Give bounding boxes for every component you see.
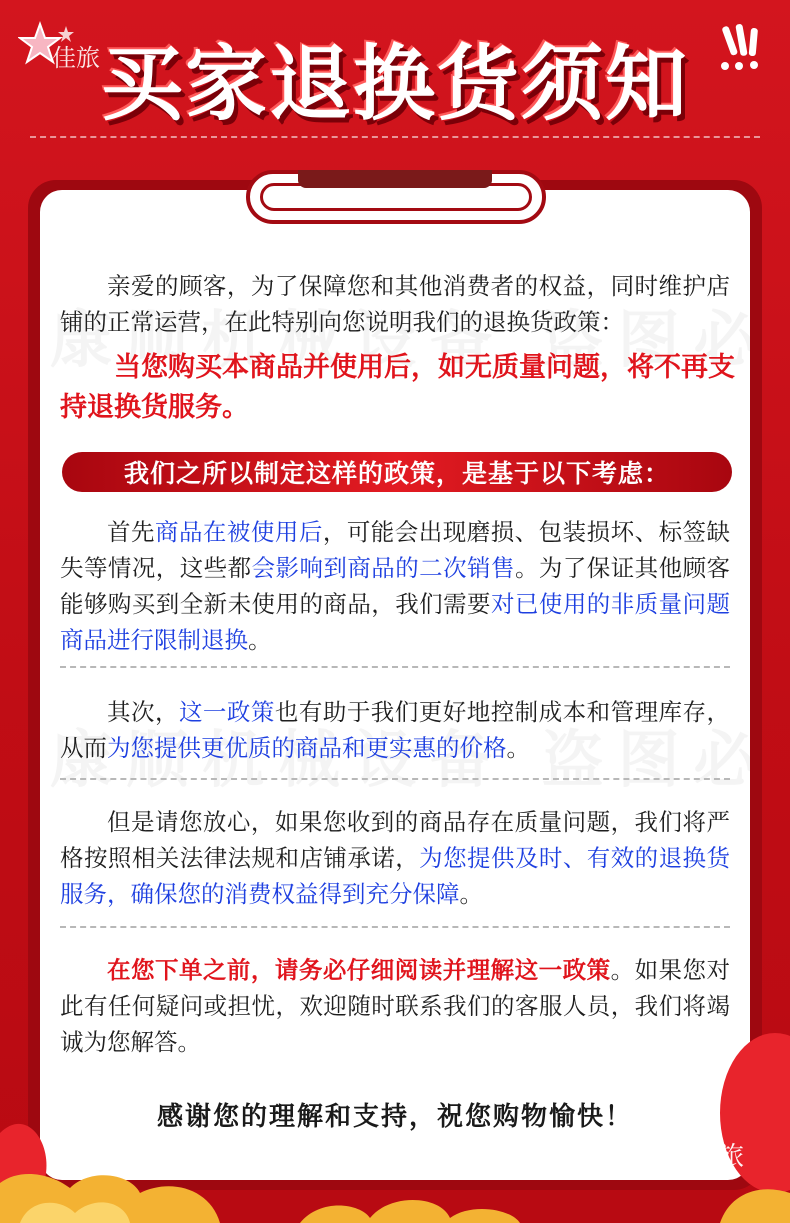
title-divider: [30, 136, 760, 138]
balloon-decoration-icon: [680, 1023, 790, 1223]
text-span: 其次，: [107, 698, 179, 726]
text-span: 。: [506, 734, 530, 762]
thanks-message: 感谢您的理解和支持，祝您购物愉快！: [156, 1102, 633, 1132]
reason-paragraph-1: [60, 514, 730, 658]
highlight-span: 会影响到商品的二次销售: [251, 554, 515, 582]
reason-banner: [62, 452, 732, 492]
text-span: 。为了保证其他顾客能够购买到全新未使用的商品，我们需要: [60, 554, 731, 618]
highlight-span: 商品在被使用后: [154, 518, 323, 546]
highlight-span: 对已使用的非质量问题商品进行限制退换: [60, 590, 730, 654]
reason-banner-text: 我们之所以制定这样的政策，是基于以下考虑：: [123, 459, 670, 488]
reason-paragraph-3: [60, 804, 730, 912]
section-divider: [60, 666, 730, 668]
reason-paragraph-2: [60, 694, 730, 766]
cloud-decoration-icon: [300, 1173, 520, 1223]
brand-logo-bottom-right: 佳旅: [691, 1142, 744, 1172]
highlight-span: 为您提供更优质的商品和更实惠的价格: [107, 734, 507, 762]
text-span: 但是请您放心，如果您收到的商品存在质量问题，我们将严格按照相关法律法规和店铺承诺，: [60, 808, 730, 872]
text-span: 。如果您对此有任何疑问或担忧，欢迎随时联系我们的客服人员，我们将竭诚为您解答。: [60, 956, 731, 1056]
text-span: ，可能会出现磨损、包装损坏、标签缺失等情况，这些都: [60, 518, 731, 582]
intro-paragraph: 亲爱的顾客，为了保障您和其他消费者的权益，同时维护店铺的正常运营，在此特别向您说明我们的退换货政策：: [60, 272, 730, 336]
section-divider: [60, 778, 730, 780]
clipboard-clip-bar: [298, 170, 492, 188]
highlight-span: 在您下单之前，请务必仔细阅读并理解这一政策: [107, 956, 611, 984]
section-divider: [60, 926, 730, 928]
brand-logo-top-left: 佳旅: [52, 44, 100, 72]
closing-paragraph: [60, 952, 730, 1060]
notice-paragraph: 当您购买本商品并使用后，如无质量问题，将不再支持退换货服务。: [60, 352, 735, 423]
text-span: 。: [459, 880, 483, 908]
page-title: 买家退换货须知: [100, 36, 689, 132]
text-span: 首先: [107, 518, 155, 546]
text-span: 也有助于我们更好地控制成本和管理库存，从而: [60, 698, 731, 762]
policy-card: [40, 190, 750, 1180]
text-span: 。: [248, 626, 272, 654]
page-title-area: [0, 22, 790, 132]
cloud-decoration-icon: [0, 1073, 260, 1223]
highlight-span: 为您提供及时、有效的退换货服务，确保您的消费权益得到充分保障: [60, 844, 731, 908]
highlight-span: 这一政策: [178, 698, 275, 726]
